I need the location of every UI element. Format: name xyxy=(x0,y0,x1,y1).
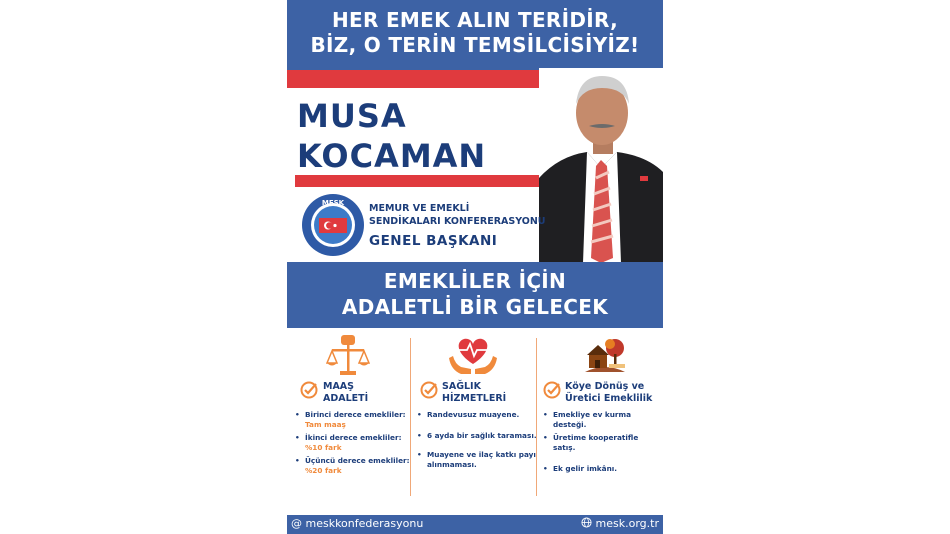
organization-name-line-2: SENDİKALARI KONFERERASYONU xyxy=(369,216,546,227)
item-text: Ek gelir imkânı. xyxy=(553,464,618,473)
column-title-line-2: HİZMETLERİ xyxy=(442,393,507,404)
subheadline-line-1: EMEKLİLER İÇİN xyxy=(383,269,567,293)
list-item xyxy=(543,464,661,474)
scales-fist-icon xyxy=(326,333,370,377)
check-circle-icon xyxy=(543,381,561,399)
list-item xyxy=(295,433,413,453)
subheadline-line-2: ADALETLİ BİR GELECEK xyxy=(341,295,609,319)
headline xyxy=(287,8,663,58)
item-highlight: %20 fark xyxy=(305,466,342,475)
column-village xyxy=(540,330,660,502)
website-url: mesk.org.tr xyxy=(595,517,659,530)
red-underline xyxy=(295,175,539,187)
headline-line-1: HER EMEK ALIN TERİDİR, xyxy=(332,8,618,32)
list-item xyxy=(543,433,661,453)
bullet-list xyxy=(543,410,661,474)
item-text: İkinci derece emekliler: xyxy=(305,433,402,442)
person-name xyxy=(297,96,486,176)
column-title xyxy=(442,381,506,405)
list-item xyxy=(543,410,661,430)
column-title xyxy=(565,381,652,405)
social-handle: @ meskkonfederasyonu xyxy=(291,517,424,530)
column-title xyxy=(323,381,368,405)
heart-hands-icon xyxy=(447,334,499,378)
item-highlight: Tam maaş xyxy=(305,420,346,429)
poster xyxy=(287,0,663,534)
item-text: Üretime kooperatifle satış. xyxy=(553,433,639,452)
village-house-icon xyxy=(583,334,627,374)
check-circle-icon xyxy=(300,381,318,399)
organization-title: GENEL BAŞKANI xyxy=(369,233,498,249)
item-text: 6 ayda bir sağlık taraması. xyxy=(427,431,537,440)
list-item xyxy=(295,456,413,476)
column-title-line-1: Köye Dönüş ve xyxy=(565,381,645,392)
column-title-line-2: Üretici Emeklilik xyxy=(565,393,653,404)
column-title-line-1: SAĞLIK xyxy=(442,381,481,392)
first-name: MUSA xyxy=(297,97,407,135)
list-item xyxy=(295,410,413,430)
globe-icon xyxy=(581,517,592,528)
item-text: Muayene ve ilaç katkı payı alınmaması. xyxy=(427,450,536,469)
column-title-line-1: MAAŞ xyxy=(323,381,355,392)
portrait-photo xyxy=(539,68,663,263)
logo-text: MESK xyxy=(321,199,345,207)
organization-name xyxy=(369,202,546,228)
website xyxy=(581,517,659,530)
subheadline xyxy=(287,268,663,320)
last-name: KOCAMAN xyxy=(297,137,487,175)
list-item xyxy=(417,410,537,420)
item-text: Randevusuz muayene. xyxy=(427,410,520,419)
column-salary xyxy=(289,330,409,502)
column-title-line-2: ADALETİ xyxy=(323,393,369,404)
item-text: Üçüncü derece emekliler: xyxy=(305,456,410,465)
bullet-list xyxy=(295,410,413,476)
item-highlight: %10 fark xyxy=(305,443,342,452)
item-text: Emekliye ev kurma desteği. xyxy=(553,410,632,429)
check-circle-icon xyxy=(420,381,438,399)
list-item xyxy=(417,450,537,470)
list-item xyxy=(417,431,537,441)
column-health xyxy=(414,330,537,502)
mesk-logo xyxy=(301,193,365,257)
headline-line-2: BİZ, O TERİN TEMSİLCİSİYİZ! xyxy=(310,33,640,57)
item-text: Birinci derece emekliler: xyxy=(305,410,406,419)
organization-name-line-1: MEMUR VE EMEKLİ xyxy=(369,203,470,214)
bullet-list xyxy=(417,410,537,470)
